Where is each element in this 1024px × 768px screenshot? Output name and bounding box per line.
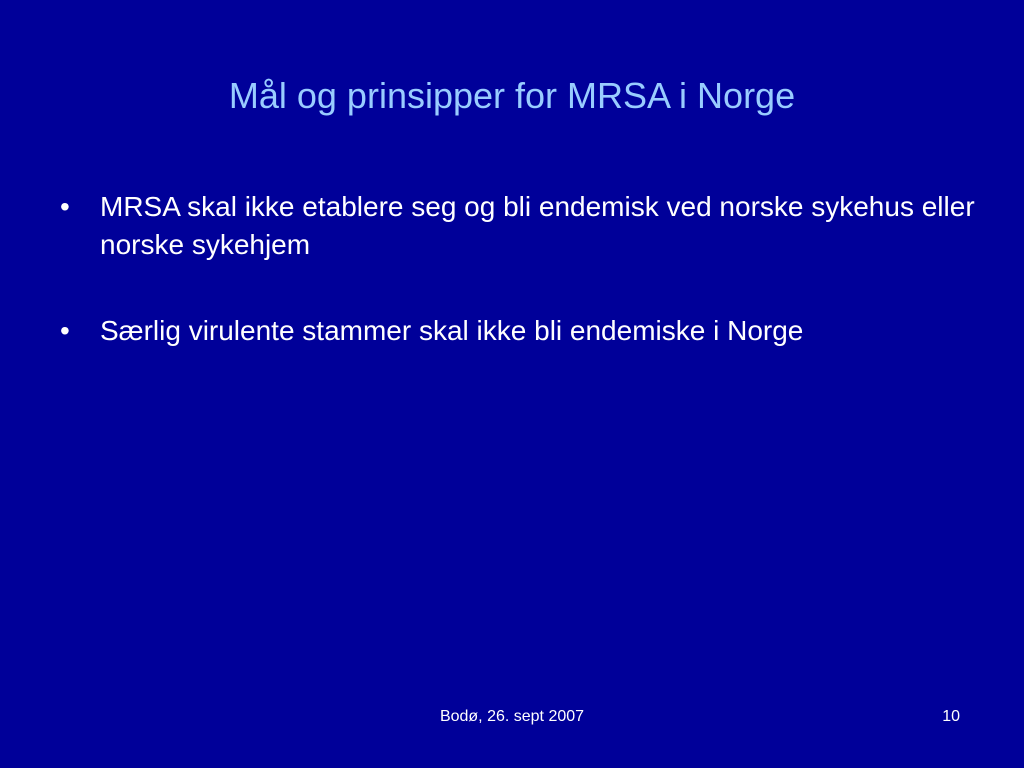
bullet-text: Særlig virulente stammer skal ikke bli endemiske i Norge	[100, 315, 804, 346]
bullet-dot-icon: •	[60, 315, 70, 346]
bullet-dot-icon: •	[60, 191, 70, 222]
slide-title: Mål og prinsipper for MRSA i Norge	[228, 75, 796, 116]
bullet-text: MRSA skal ikke etablere seg og bli endemisk ved norske sykehus eller norske sykehjem	[100, 191, 975, 260]
footer-date: Bodø, 26. sept 2007	[439, 708, 585, 725]
bullet-item	[60, 188, 980, 264]
bullet-item	[60, 312, 980, 350]
page-number: 10	[942, 708, 960, 725]
bullet-list	[60, 188, 980, 398]
